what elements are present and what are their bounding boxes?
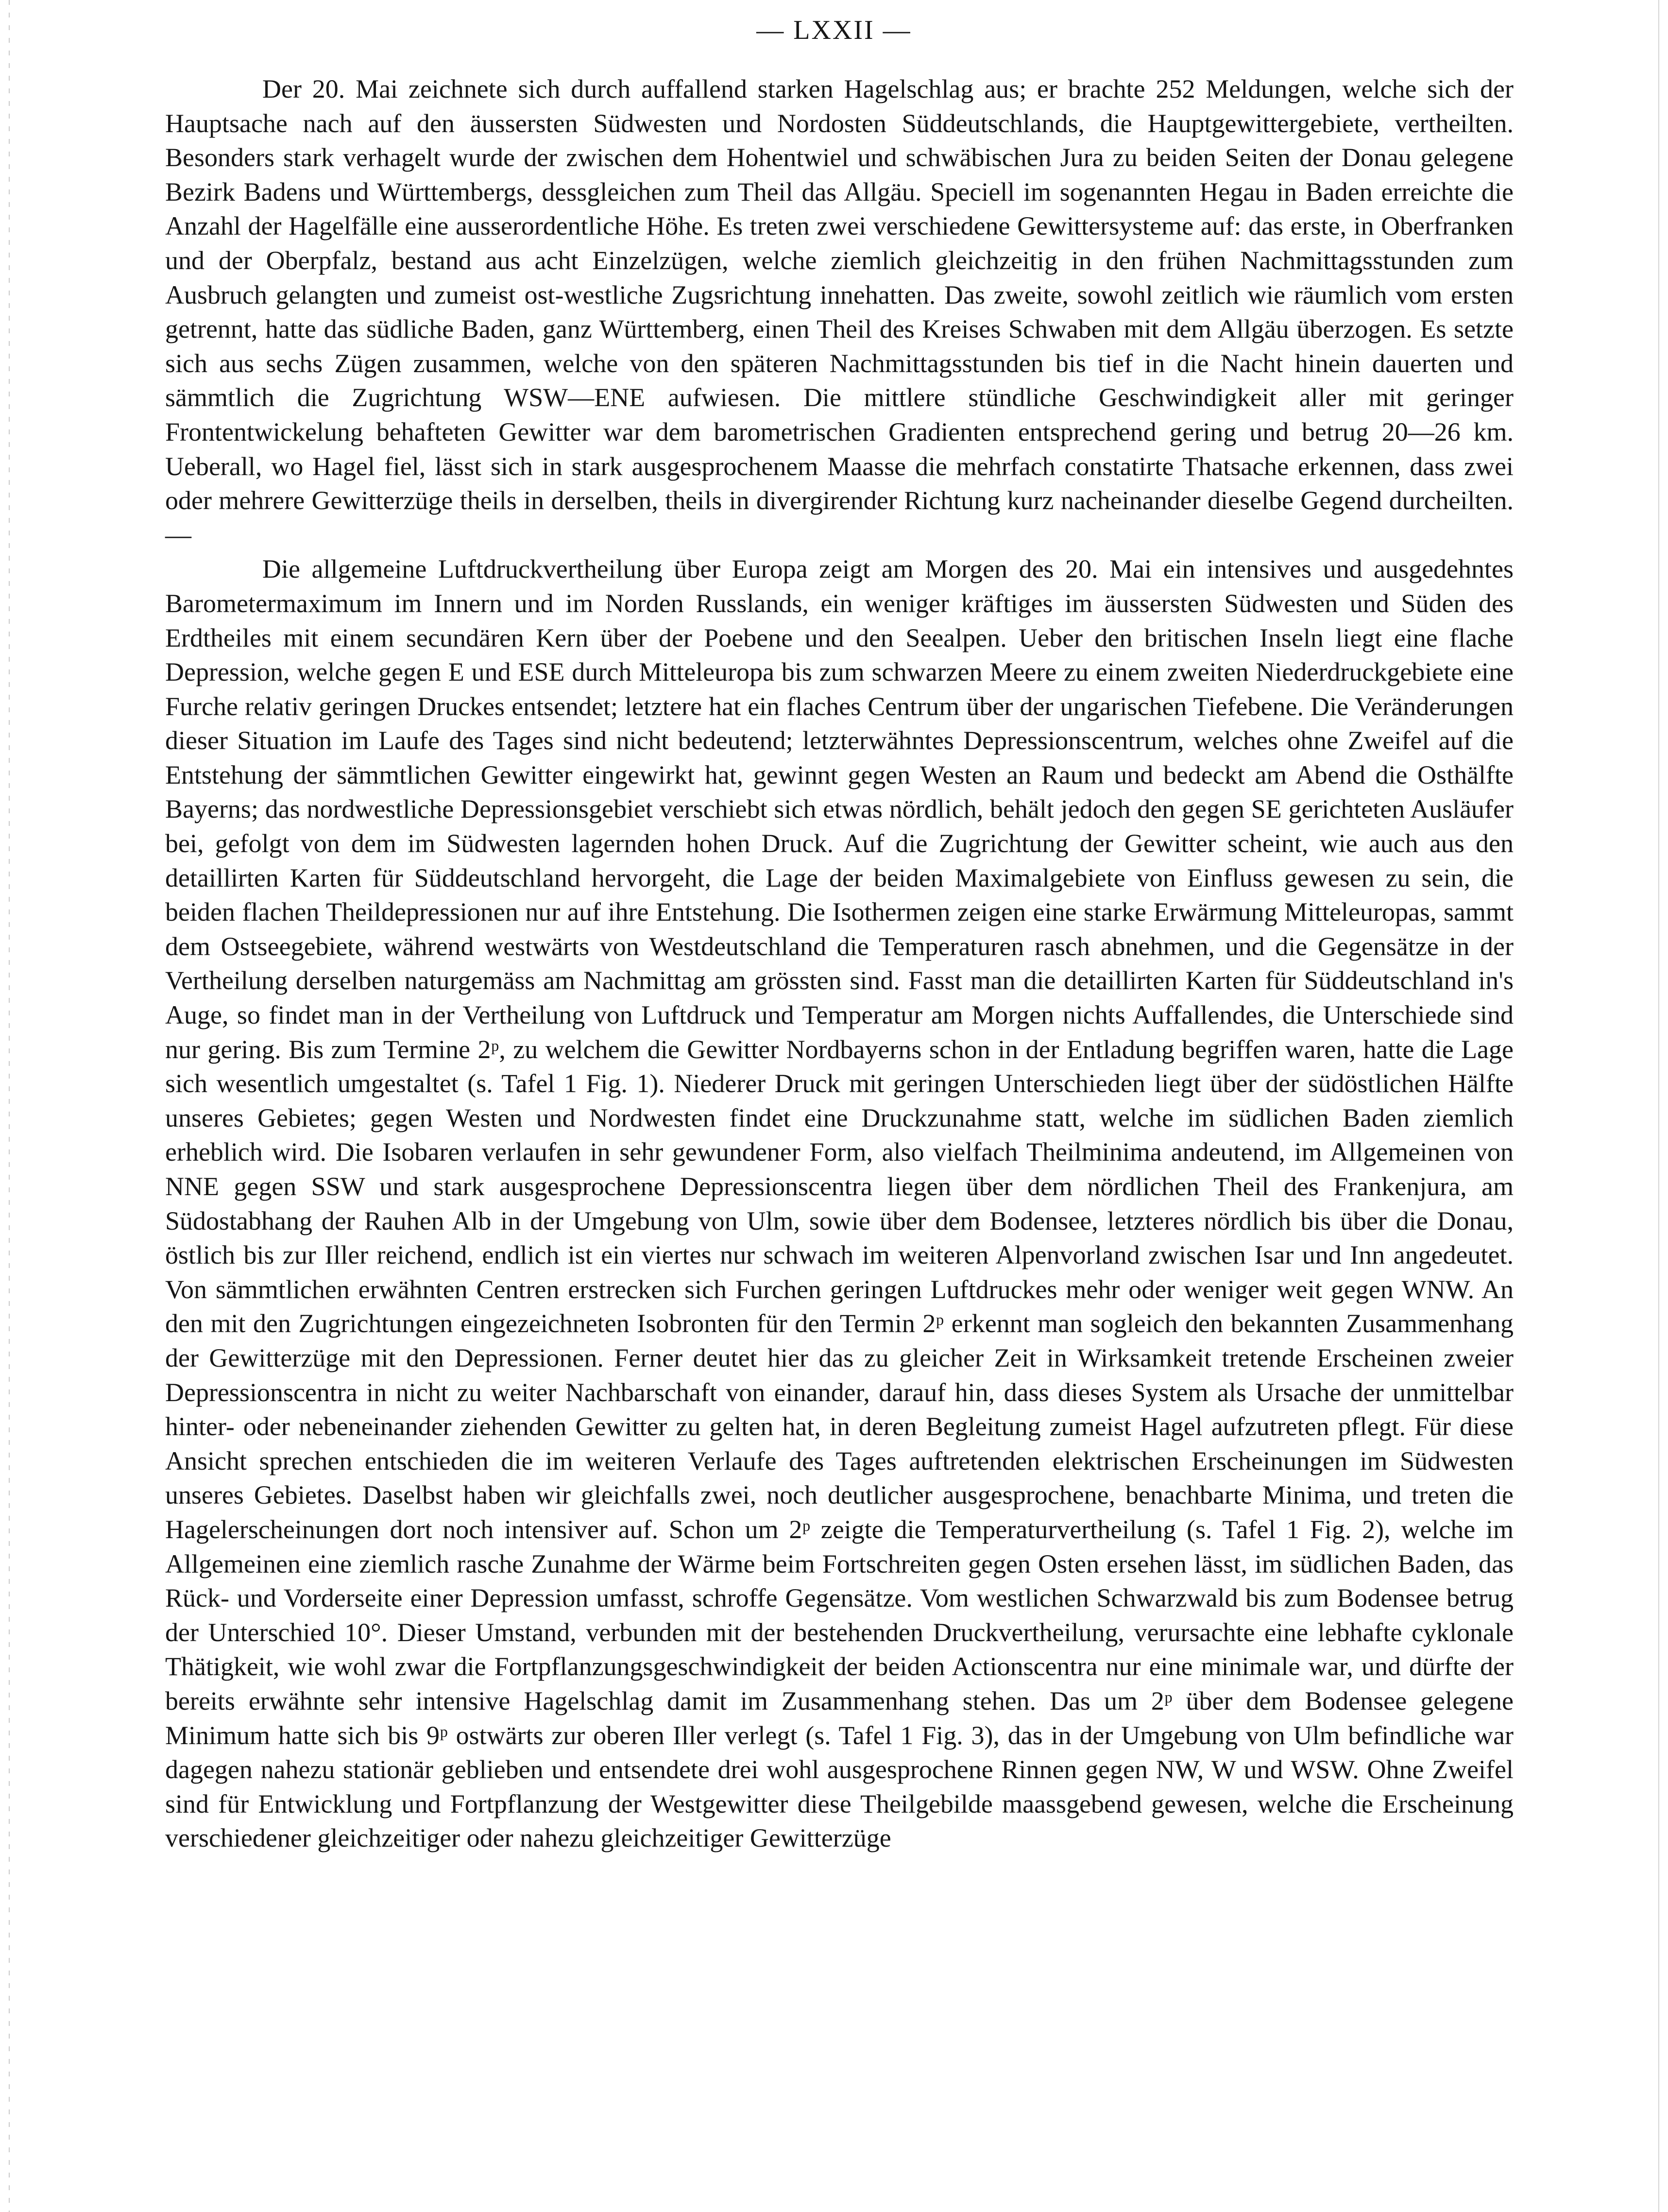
body-text (165, 72, 1514, 1855)
page-number: — LXXII — (756, 15, 912, 45)
paragraph-hail-20-may: Der 20. Mai zeichnete sich durch auffallend starken Hagelschlag aus; er brachte 252 Meldungen, welche sich der Hauptsache nach auf den äussersten Südwesten und Nordosten Süddeutschlands, die Hauptgewittergebiete, vertheilten. Besonders stark verhagelt wurde der zwischen dem Hohentwiel und schwäbischen Jura zu beiden Seiten der Donau gelegene Bezirk Badens und Württembergs, dessgleichen zum Theil das Allgäu. Speciell im sogenannten Hegau in Baden erreichte die Anzahl der Hagelfälle eine ausserordentliche Höhe. Es treten zwei verschiedene Gewittersysteme auf: das erste, in Oberfranken und der Oberpfalz, bestand aus acht Einzelzügen, welche ziemlich gleichzeitig in den frühen Nachmittagsstunden zum Ausbruch gelangten und zumeist ost-westliche Zugsrichtung innehatten. Das zweite, sowohl zeitlich wie räumlich vom ersten getrennt, hatte das südliche Baden, ganz Württemberg, einen Theil des Kreises Schwaben mit dem Allgäu überzogen. Es setzte sich aus sechs Zügen zusammen, welche von den späteren Nachmittagsstunden bis tief in die Nacht hinein dauerten und sämmtlich die Zugrichtung WSW—ENE aufwiesen. Die mittlere stündliche Geschwindigkeit aller mit geringer Frontentwickelung behafteten Gewitter war dem barometrischen Gradienten entsprechend gering und betrug 20—26 km. Ueberall, wo Hagel fiel, lässt sich in stark ausgesprochenem Maasse die mehrfach constatirte Thatsache erkennen, dass zwei oder mehrere Gewitterzüge theils in derselben, theils in divergirender Richtung kurz nacheinander dieselbe Gegend durcheilten. — (165, 74, 1514, 549)
paragraph-pressure-distribution: Die allgemeine Luftdruckvertheilung über Europa zeigt am Morgen des 20. Mai ein intensives und ausgedehntes Barometermaximum im Innern und im Norden Russlands, ein weniger kräftiges im äussersten Südwesten und Süden des Erdtheiles mit einem secundären Kern über der Poebene und den Seealpen. Ueber den britischen Inseln liegt eine flache Depression, welche gegen E und ESE durch Mitteleuropa bis zum schwarzen Meere zu einem zweiten Niederdruckgebiete eine Furche relativ geringen Druckes entsendet; letztere hat ein flaches Centrum über der ungarischen Tiefebene. Die Veränderungen dieser Situation im Laufe des Tages sind nicht bedeutend; letzterwähntes Depressionscentrum, welches ohne Zweifel auf die Entstehung der sämmtlichen Gewitter eingewirkt hat, gewinnt gegen Westen an Raum und bedeckt am Abend die Osthälfte Bayerns; das nordwestliche Depressionsgebiet verschiebt sich etwas nördlich, behält jedoch den gegen SE gerichteten Ausläufer bei, gefolgt von dem im Südwesten lagernden hohen Druck. Auf die Zugrichtung der Gewitter scheint, wie auch aus den detaillirten Karten für Süddeutschland hervorgeht, die Lage der beiden Maximalgebiete von Einfluss gewesen zu sein, die beiden flachen Theildepressionen nur auf ihre Entstehung. Die Isothermen zeigen eine starke Erwärmung Mitteleuropas, sammt dem Ostseegebiete, während westwärts von Westdeutschland die Temperaturen rasch abnehmen, und die Gegensätze in der Vertheilung derselben naturgemäss am Nachmittag am grössten sind. Fasst man die detaillirten Karten für Süddeutschland in's Auge, so findet man in der Vertheilung von Luftdruck und Temperatur am Morgen nichts Auffallendes, die Unterschiede sind nur gering. Bis zum Termine 2ᵖ, zu welchem die Gewitter Nordbayerns schon in der Entladung begriffen waren, hatte die Lage sich wesentlich umgestaltet (s. Tafel 1 Fig. 1). Niederer Druck mit geringen Unterschieden liegt über der südöstlichen Hälfte unseres Gebietes; gegen Westen und Nordwesten findet eine Druckzunahme statt, welche im südlichen Baden ziemlich erheblich wird. Die Isobaren verlaufen in sehr gewundener Form, also vielfach Theilminima andeutend, im Allgemeinen von NNE gegen SSW und stark ausgesprochene Depressionscentra liegen über dem nördlichen Theil des Frankenjura, am Südostabhang der Rauhen Alb in der Umgebung von Ulm, sowie über dem Bodensee, letzteres nördlich bis über die Donau, östlich bis zur Iller reichend, endlich ist ein viertes nur schwach im weiteren Alpenvorland zwischen Isar und Inn angedeutet. Von sämmtlichen erwähnten Centren erstrecken sich Furchen geringen Luftdruckes mehr oder weniger weit gegen WNW. An den mit den Zugrichtungen eingezeichneten Isobronten für den Termin 2ᵖ erkennt man sogleich den bekannten Zusammenhang der Gewitterzüge mit den Depressionen. Ferner deutet hier das zu gleicher Zeit in Wirksamkeit tretende Erscheinen zweier Depressionscentra in nicht zu weiter Nachbarschaft von einander, darauf hin, dass dieses System als Ursache der unmittelbar hinter- oder nebeneinander ziehenden Gewitter zu gelten hat, in deren Begleitung zumeist Hagel aufzutreten pflegt. Für diese Ansicht sprechen entschieden die im weiteren Verlaufe des Tages auftretenden elektrischen Erscheinungen im Südwesten unseres Gebietes. Daselbst haben wir gleichfalls zwei, noch deutlicher ausgesprochene, benachbarte Minima, und treten die Hagelerscheinungen dort noch intensiver auf. Schon um 2ᵖ zeigte die Temperaturvertheilung (s. Tafel 1 Fig. 2), welche im Allgemeinen eine ziemlich rasche Zunahme der Wärme beim Fortschreiten gegen Osten ersehen lässt, im südlichen Baden, das Rück- und Vorderseite einer Depression umfasst, schroffe Gegensätze. Vom westlichen Schwarzwald bis zum Bodensee betrug der Unterschied 10°. Dieser Umstand, verbunden mit der bestehenden Druckvertheilung, verursachte eine lebhafte cyklonale Thätigkeit, wie wohl zwar die Fortpflanzungsgeschwindigkeit der beiden Actionscentra nur eine minimale war, und dürfte der bereits erwähnte sehr intensive Hagelschlag damit im Zusammenhang stehen. Das um 2ᵖ über dem Bodensee gelegene Minimum hatte sich bis 9ᵖ ostwärts zur oberen Iller verlegt (s. Tafel 1 Fig. 3), das in der Umgebung von Ulm befindliche war dagegen nahezu stationär geblieben und entsendete drei wohl ausgesprochene Rinnen gegen NW, W und WSW. Ohne Zweifel sind für Entwicklung und Fortpflanzung der Westgewitter diese Theilgebilde maassgebend gewesen, welche die Erscheinung verschiedener gleichzeitiger oder nahezu gleichzeitiger Gewitterzüge (165, 554, 1514, 1853)
binding-edge-right (1658, 0, 1659, 2212)
binding-edge-left (9, 0, 10, 2212)
